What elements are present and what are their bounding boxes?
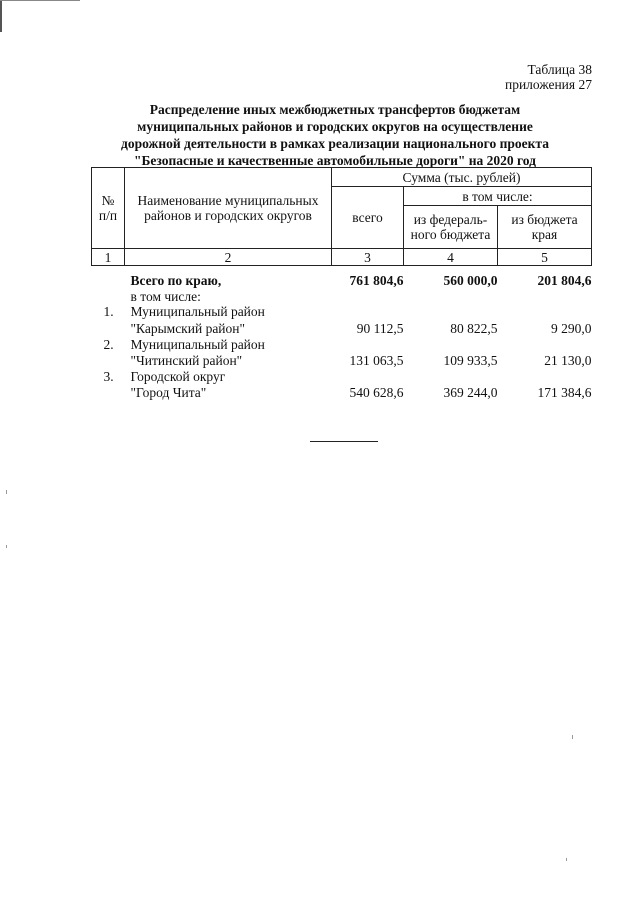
- row-total: 131 063,5: [349, 352, 404, 368]
- column-number: 1: [92, 249, 125, 266]
- end-of-table-line: [310, 441, 378, 442]
- scan-corner-mark-vertical: [0, 0, 2, 32]
- header-including-label: в том числе:: [462, 188, 533, 204]
- row-name-line2: "Читинский район": [130, 352, 243, 368]
- row-index: 2.: [103, 336, 114, 352]
- table-row: [92, 320, 592, 336]
- table-reference: [505, 62, 592, 92]
- row-total: 540 628,6: [349, 384, 404, 400]
- header-sum: [332, 168, 592, 187]
- row-federal: 80 822,5: [450, 320, 498, 336]
- row-name-line1: Городской округ: [130, 368, 226, 384]
- table-row: [92, 304, 592, 320]
- table-row: [92, 352, 592, 368]
- row-name-line2: "Карымский район": [130, 320, 246, 336]
- summary-row: [92, 266, 592, 289]
- header-federal: [404, 206, 498, 249]
- title-line: Распределение иных межбюджетных трансфертов бюджетам: [149, 102, 521, 117]
- summary-total: 761 804,6: [349, 272, 404, 288]
- summary-regional: 201 804,6: [537, 272, 592, 288]
- summary-label: Всего по краю,: [130, 272, 222, 288]
- row-regional: 21 130,0: [544, 352, 592, 368]
- header-regional-label: из бюджета края: [511, 212, 578, 242]
- table-label: Таблица 38: [527, 62, 592, 77]
- including-row: [92, 288, 592, 304]
- row-federal: 109 933,5: [443, 352, 498, 368]
- distribution-table: [91, 167, 592, 400]
- header-sum-label: Сумма (тыс. рублей): [402, 169, 521, 185]
- document-title: [95, 101, 575, 169]
- scan-speck: [6, 490, 7, 494]
- column-number: 3: [332, 249, 404, 266]
- header-total-label: всего: [352, 210, 383, 225]
- scan-corner-mark-horizontal: [0, 0, 80, 1]
- header-number: [92, 168, 125, 249]
- column-number-row: [92, 249, 592, 266]
- row-total: 90 112,5: [356, 320, 404, 336]
- header-regional: [498, 206, 592, 249]
- appendix-label: приложения 27: [504, 77, 592, 92]
- header-federal-label: из федераль-ного бюджета: [410, 212, 491, 242]
- summary-federal: 560 000,0: [443, 272, 498, 288]
- header-number-label: № п/п: [98, 193, 118, 223]
- header-total: [332, 187, 404, 249]
- column-number: 4: [404, 249, 498, 266]
- row-name-line2: "Город Чита": [130, 384, 207, 400]
- row-index: 3.: [103, 368, 114, 384]
- scan-speck: [6, 545, 7, 548]
- including-label: в том числе:: [130, 288, 201, 304]
- row-federal: 369 244,0: [443, 384, 498, 400]
- header-name-label: Наименование муниципальных районов и городских округов: [137, 193, 319, 223]
- title-line: "Безопасные и качественные автомобильные дороги" на 2020 год: [133, 153, 536, 168]
- row-index: 1.: [103, 304, 114, 319]
- column-number: 2: [125, 249, 332, 266]
- table-row: [92, 368, 592, 384]
- row-name-line1: Муниципальный район: [130, 336, 265, 352]
- scan-speck: [572, 735, 573, 739]
- row-regional: 171 384,6: [537, 384, 592, 400]
- table-row: [92, 384, 592, 400]
- table-row: [92, 336, 592, 352]
- header-name: [125, 168, 332, 249]
- title-line: муниципальных районов и городских округов на осуществление: [137, 119, 533, 134]
- column-number: 5: [498, 249, 592, 266]
- scan-speck: [566, 858, 567, 861]
- row-name-line1: Муниципальный район: [130, 304, 265, 319]
- title-line: дорожной деятельности в рамках реализации национального проекта: [121, 136, 549, 151]
- header-including: [404, 187, 592, 206]
- row-regional: 9 290,0: [551, 320, 592, 336]
